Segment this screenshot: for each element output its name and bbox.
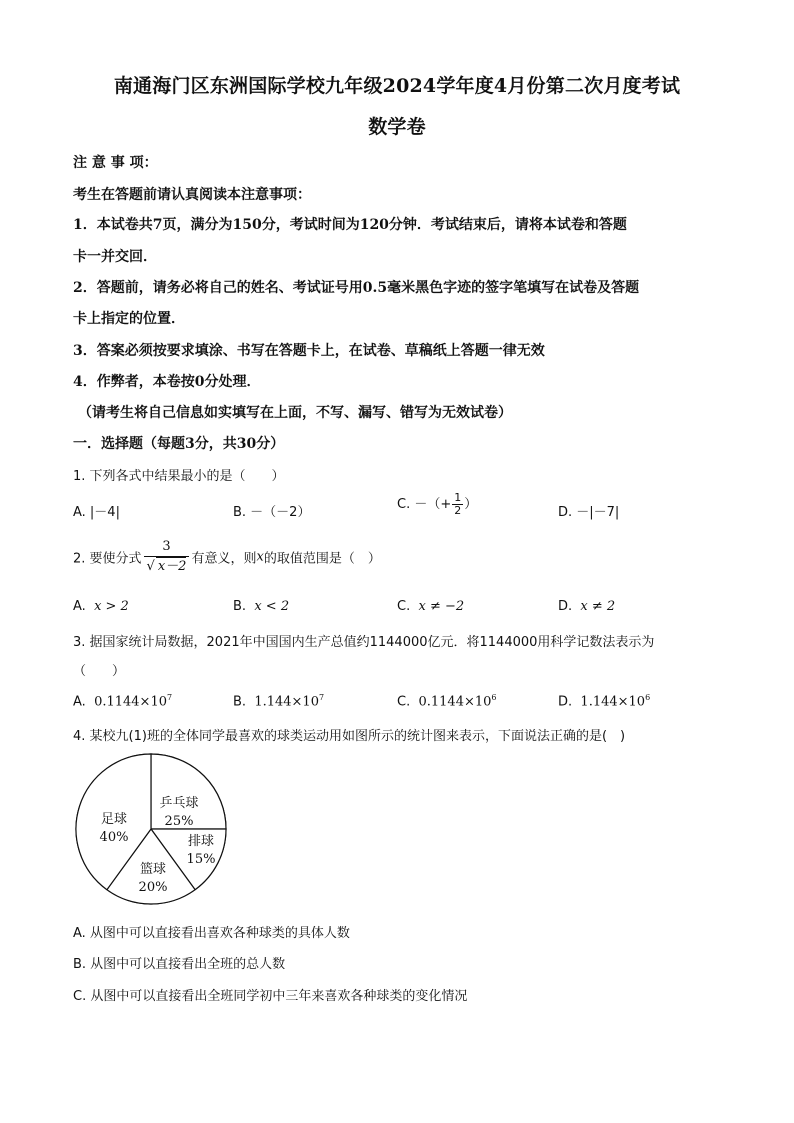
pie-category-label: 乒乓球 bbox=[159, 796, 199, 811]
question-2-middle: 有意义，则 bbox=[191, 551, 257, 567]
question-1-fraction bbox=[452, 492, 463, 517]
question-1-stem: 1. 下列各式中结果最小的是（ ） bbox=[73, 469, 285, 484]
question-1-option-b: B. －（－2） bbox=[233, 505, 311, 520]
pie-category-label: 足球 bbox=[100, 812, 128, 827]
question-3-option-d-label: D. bbox=[558, 694, 573, 710]
notice-item-1: 1．本试卷共7页，满分为150分，考试时间为120分钟．考试结束后，请将本试卷和答题 bbox=[73, 217, 627, 233]
question-3-option-d bbox=[558, 693, 650, 709]
question-4-stem: 4. 某校九(1)班的全体同学最喜欢的球类运动用如图所示的统计图来表示，下面说法正确的是( ) bbox=[73, 729, 626, 744]
exam-subtitle: 数学卷 bbox=[368, 116, 426, 138]
question-2-option-b bbox=[233, 599, 289, 614]
question-2-fraction-numerator: 3 bbox=[144, 538, 190, 557]
question-1-fraction-numerator: 1 bbox=[454, 491, 462, 504]
pie-percent-label: 20% bbox=[138, 880, 168, 895]
notice-item-2: 2．答题前，请务必将自己的姓名、考试证号用0.5毫米黑色字迹的签字笔填写在试卷及答题 bbox=[73, 280, 640, 296]
question-3-option-b bbox=[233, 693, 324, 709]
pie-category-label: 篮球 bbox=[139, 862, 167, 877]
pie-percent-label: 25% bbox=[164, 814, 194, 829]
exam-title: 南通海门区东洲国际学校九年级2024学年度4月份第二次月度考试 bbox=[113, 75, 681, 97]
question-3-option-b-label: B. bbox=[233, 694, 247, 710]
notice-item-3: 3．答案必须按要求填涂、书写在答题卡上，在试卷、草稿纸上答题一律无效 bbox=[73, 343, 545, 359]
question-4-option-a: A. 从图中可以直接看出喜欢各种球类的具体人数 bbox=[73, 926, 350, 941]
question-3-stem-cont: （ ） bbox=[73, 664, 126, 679]
question-2-option-d-expr: x ≠ 2 bbox=[580, 599, 616, 614]
question-3-option-c-label: C. bbox=[397, 694, 411, 710]
question-1-option-a: A. |－4| bbox=[73, 505, 120, 520]
question-2-option-a-label: A. bbox=[73, 599, 86, 614]
question-2-option-c-expr: x ≠ −2 bbox=[418, 599, 465, 614]
question-1-option-c bbox=[397, 492, 477, 517]
notice-item-1-cont: 卡一并交回． bbox=[73, 249, 157, 265]
question-2-prefix: 2. 要使分式 bbox=[73, 551, 142, 567]
question-3-option-d-exp: 6 bbox=[645, 693, 651, 702]
section-heading: 一．选择题（每题3分，共30分） bbox=[73, 436, 285, 452]
question-1-option-c-prefix: C. －（+ bbox=[397, 497, 452, 512]
question-2-fraction-denominator: √ x－2 bbox=[146, 559, 187, 574]
question-4-option-b: B. 从图中可以直接看出全班的总人数 bbox=[73, 957, 286, 972]
question-2-option-c bbox=[397, 599, 464, 614]
question-2-variable: x bbox=[256, 549, 264, 565]
question-3-option-a-label: A. bbox=[73, 694, 86, 710]
question-2-option-c-label: C. bbox=[397, 599, 411, 614]
question-3-option-c-exp: 6 bbox=[491, 693, 497, 702]
question-2-option-a-expr: x > 2 bbox=[94, 599, 129, 614]
question-3-option-d-base: 1.144×10 bbox=[580, 694, 646, 710]
question-3-option-c-base: 0.1144×10 bbox=[418, 694, 492, 710]
question-2-fraction bbox=[144, 538, 190, 576]
question-1-option-c-suffix: ） bbox=[464, 497, 478, 512]
pie-percent-label: 40% bbox=[99, 830, 129, 845]
pie-percent-label: 15% bbox=[186, 852, 216, 867]
question-2-option-d bbox=[558, 599, 615, 614]
question-2-stem bbox=[73, 538, 381, 576]
notice-intro: 考生在答题前请认真阅读本注意事项： bbox=[73, 187, 311, 203]
notice-heading: 注 意 事 项： bbox=[73, 155, 158, 171]
question-3-option-a-exp: 7 bbox=[166, 693, 173, 702]
question-1-fraction-denominator: 2 bbox=[454, 504, 462, 517]
question-3-option-b-base: 1.144×10 bbox=[254, 694, 319, 710]
question-1-option-d: D. －|－7| bbox=[558, 505, 620, 520]
question-2-option-a bbox=[73, 599, 129, 614]
notice-item-4: 4．作弊者，本卷按0分处理． bbox=[73, 374, 261, 390]
question-3-stem: 3. 据国家统计局数据，2021年中国国内生产总值约1144000亿元．将1144000用科学记数法表示为 bbox=[73, 635, 655, 650]
notice-note: （请考生将自己信息如实填写在上面，不写、漏写、错写为无效试卷） bbox=[78, 405, 512, 421]
question-2-suffix: 的取值范围是（ ） bbox=[263, 551, 381, 567]
question-3-option-a bbox=[73, 693, 172, 709]
question-2-option-b-expr: x < 2 bbox=[254, 599, 290, 614]
question-2-option-b-label: B. bbox=[233, 599, 247, 614]
question-2-option-d-label: D. bbox=[558, 599, 573, 614]
question-2-radicand: x－2 bbox=[157, 559, 187, 574]
notice-item-2-cont: 卡上指定的位置． bbox=[73, 311, 185, 327]
question-3-option-a-base: 0.1144×10 bbox=[94, 694, 167, 710]
question-4-option-c: C. 从图中可以直接看出全班同学初中三年来喜欢各种球类的变化情况 bbox=[73, 989, 468, 1004]
pie-category-label: 排球 bbox=[187, 834, 215, 849]
question-3-option-c bbox=[397, 693, 497, 709]
question-3-option-b-exp: 7 bbox=[318, 693, 325, 702]
pie-chart bbox=[66, 744, 236, 914]
